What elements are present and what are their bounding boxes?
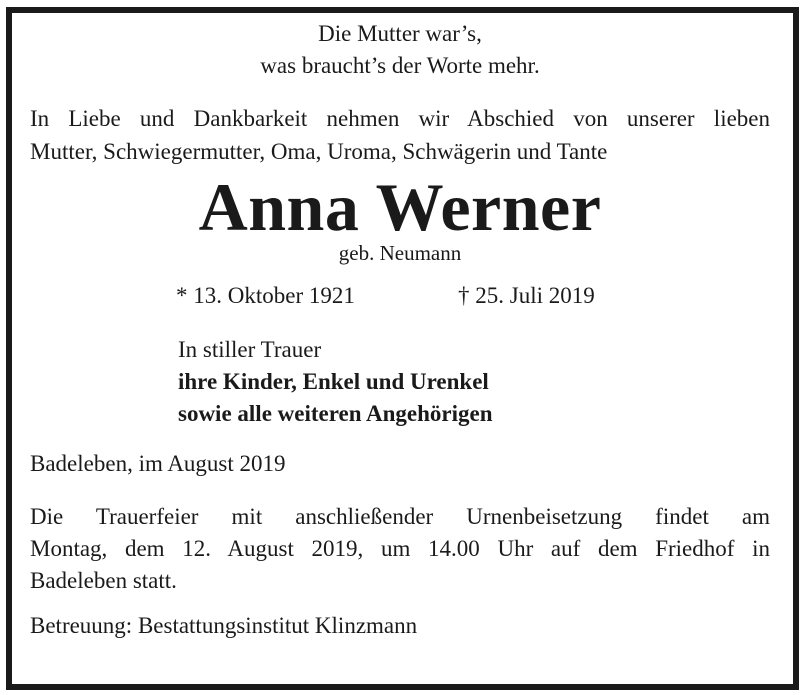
mourners-line-2: sowie alle weiteren Angehörigen	[178, 401, 493, 426]
ceremony-line-3: Badeleben statt.	[30, 568, 177, 593]
funeral-home: Betreuung: Bestattungsinstitut Klinzmann	[30, 613, 418, 638]
motto	[30, 18, 770, 82]
motto-line-2: was braucht’s der Worte mehr.	[260, 53, 540, 78]
ceremony-line-2: Montag, dem 12. August 2019, um 14.00 Uhr auf dem Friedhof in	[30, 536, 770, 561]
death-date: † 25. Juli 2019	[458, 283, 595, 308]
intro-line-2: Mutter, Schwiegermutter, Oma, Uroma, Schwägerin und Tante	[30, 139, 608, 164]
mourners-block	[178, 334, 770, 430]
intro-line-1: In Liebe und Dankbarkeit nehmen wir Abschied von unserer lieben	[30, 106, 770, 131]
intro-text	[30, 102, 770, 168]
birth-date: * 13. Oktober 1921	[176, 283, 355, 308]
motto-line-1: Die Mutter war’s,	[318, 21, 482, 46]
deceased-name: Anna Werner	[198, 169, 602, 245]
ceremony-line-1: Die Trauerfeier mit anschließender Urnenbeisetzung findet am	[30, 504, 770, 529]
place-date: Badeleben, im August 2019	[30, 451, 286, 476]
life-dates	[30, 280, 770, 314]
maiden-name: geb. Neumann	[338, 241, 462, 265]
mourners-line-1: ihre Kinder, Enkel und Urenkel	[178, 369, 489, 394]
ceremony-info	[30, 501, 770, 597]
mourning-intro: In stiller Trauer	[178, 337, 322, 362]
obituary-notice	[30, 18, 770, 642]
